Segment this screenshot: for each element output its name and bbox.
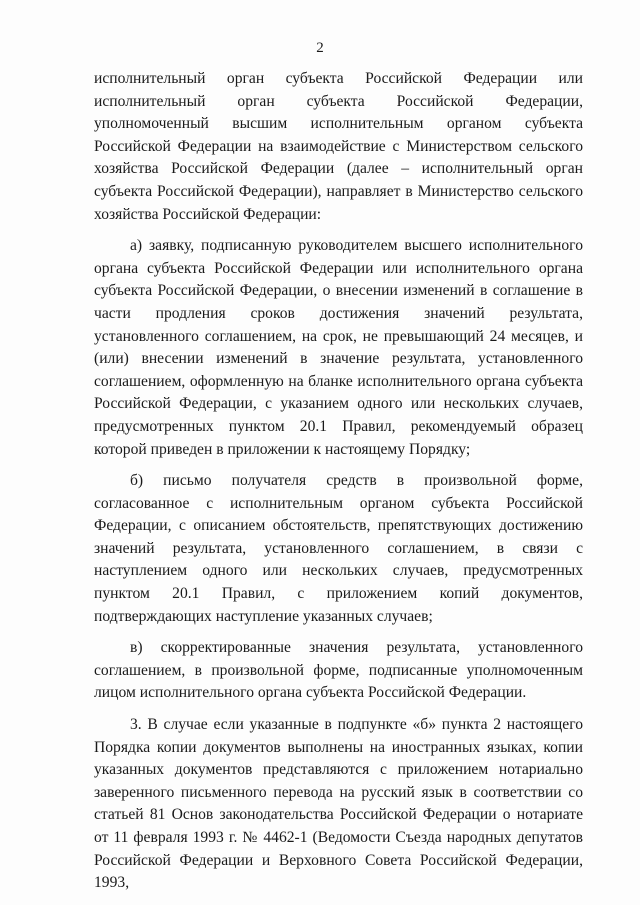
paragraph-item-b: б) письмо получателя средств в произвольной форме, согласованное с исполнительным органом субъекта Российской Федерации, с описанием обстоятельств, препятствующих достижению значений результата, установленного соглашением, в связи с наступлением одного или нескольких случаев, предусмотренных пунктом 20.1 Правил, с приложением копий документов, подтверждающих наступление указанных случаев; (94, 472, 583, 625)
paragraph-section-3: 3. В случае если указанные в подпункте «б» пункта 2 настоящего Порядка копии документов выполнены на иностранных языках, копии указанных документов представляются с приложением нотариально заверенного письменного перевода на русский язык в соответствии со статьей 81 Основ законодательства Российской Федерации о нотариате от 11 февраля 1993 г. № 4462-1 (Ведомости Съезда народных депутатов Российской Федерации и Верховного Совета Российской Федерации, 1993, (94, 716, 583, 892)
paragraph-intro: исполнительный орган субъекта Российской Федерации или исполнительный орган субъекта Российской Федерации, уполномоченный высшим исполнительным органом субъекта Российской Федерации на взаимодействие с Министерством сельского хозяйства Российской Федерации (далее – исполнительный орган субъекта Российской Федерации), направляет в Министерство сельского хозяйства Российской Федерации: (94, 70, 583, 223)
paragraph-item-a: а) заявку, подписанную руководителем высшего исполнительного органа субъекта Российской Федерации или исполнительного органа субъекта Российской Федерации, о внесении изменений в соглашение в части продления сроков достижения значений результата, установленного соглашением, на срок, не превышающий 24 месяцев, и (или) внесении изменений в значение результата, установленного соглашением, оформленную на бланке исполнительного органа субъекта Российской Федерации, с указанием одного или нескольких случаев, предусмотренных пунктом 20.1 Правил, рекомендуемый образец которой приведен в приложении к настоящему Порядку; (94, 237, 583, 458)
page-number: 2 (316, 40, 324, 56)
paragraph-item-v: в) скорректированные значения результата, установленного соглашением, в произвольной форме, подписанные уполномоченным лицом исполнительного органа субъекта Российской Федерации. (94, 639, 583, 702)
document-body (94, 68, 583, 895)
